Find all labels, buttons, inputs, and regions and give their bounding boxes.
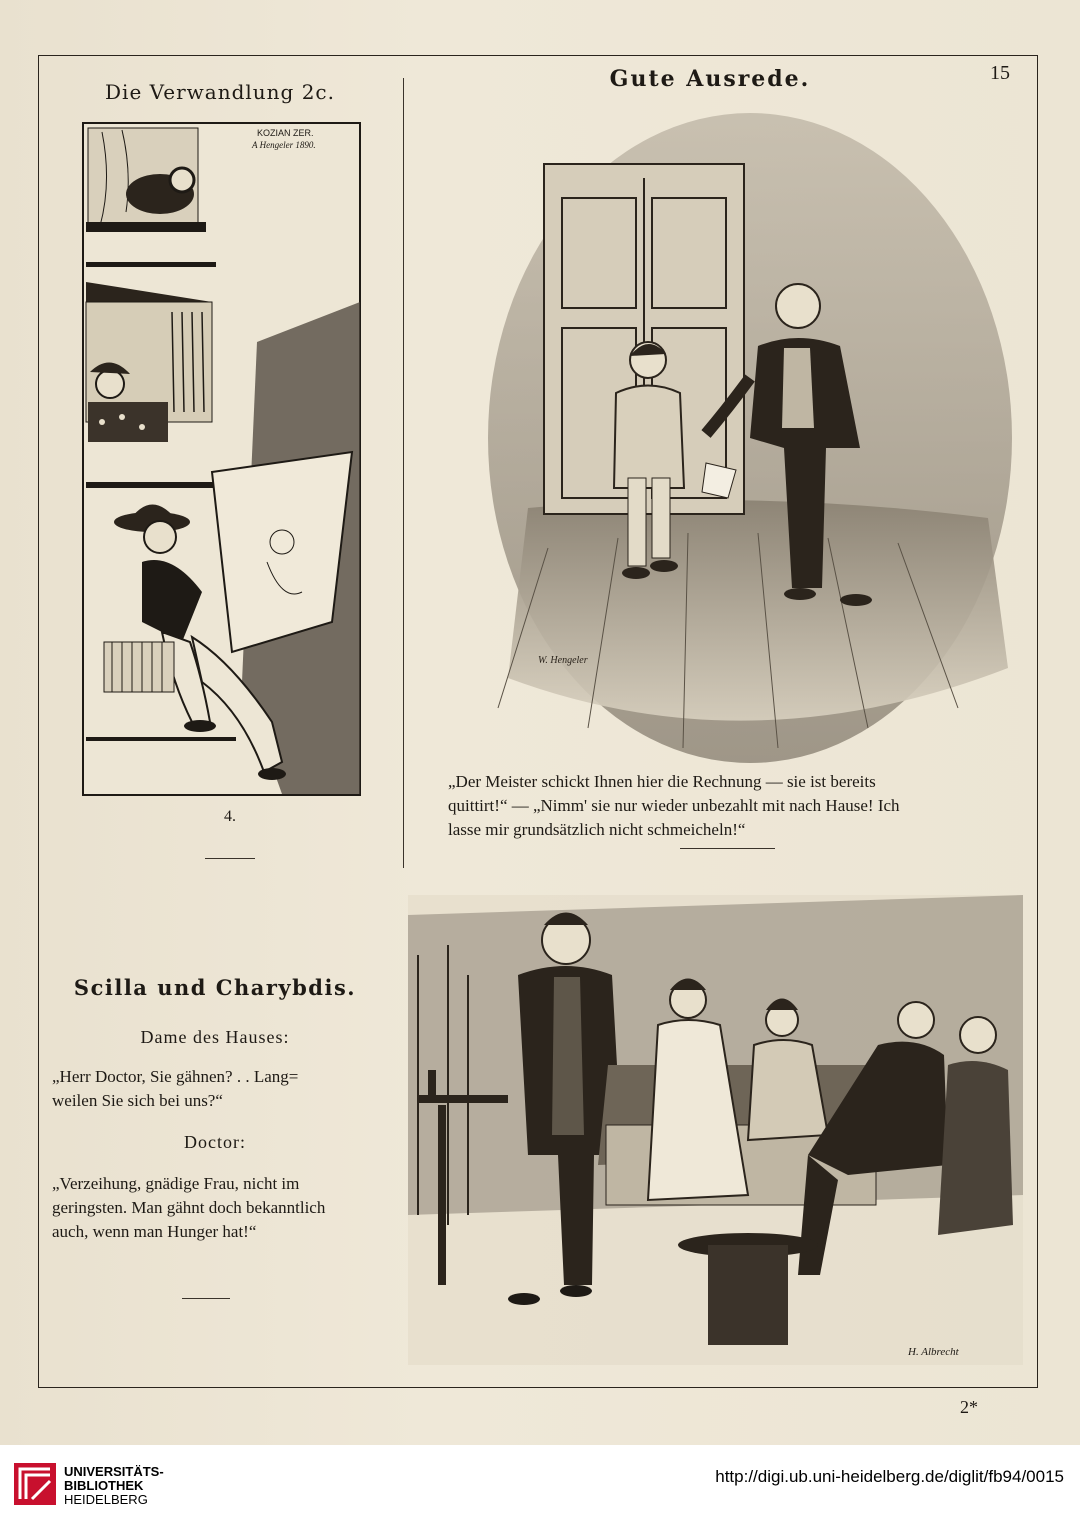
left-artist-signature-1: KOZIAN ZER. [257, 128, 314, 138]
speech-doctor [52, 1172, 362, 1244]
signature-mark: 2* [960, 1397, 978, 1417]
column-divider [403, 78, 404, 868]
speech-line: weilen Sie sich bei uns?“ [52, 1091, 223, 1110]
right-short-rule [680, 848, 775, 849]
speech-line: auch, wenn man Hunger hat!“ [52, 1222, 257, 1241]
caption-line: quittirt!“ — „Nimm' sie nur wieder unbezahlt mit nach Hause! Ich [448, 796, 900, 815]
left-short-rule [205, 858, 255, 859]
left-cartoon-title: Die Verwandlung 2c. [105, 80, 335, 104]
speaker-doctor: Doctor: [184, 1132, 246, 1152]
page-number: 15 [990, 62, 1010, 84]
library-name-line: BIBLIOTHEK [64, 1478, 144, 1493]
speech-line: „Verzeihung, gnädige Frau, nicht im [52, 1174, 300, 1193]
salon-illustration [408, 895, 1023, 1365]
left-artist-signature-2: A Hengeler 1890. [252, 140, 316, 150]
right-cartoon-caption [448, 770, 1008, 842]
speech-line: „Herr Doctor, Sie gähnen? . . Lang= [52, 1067, 299, 1086]
salon-artist-signature: H. Albrecht [908, 1346, 959, 1358]
library-footer-bar [0, 1445, 1080, 1527]
speech-line: geringsten. Man gähnt doch bekanntlich [52, 1198, 326, 1217]
scilla-short-rule [182, 1298, 230, 1299]
speaker-lady: Dame des Hauses: [140, 1027, 290, 1047]
left-cartoon-illustration [82, 122, 362, 797]
library-logo[interactable] [12, 1457, 164, 1515]
library-name-line: UNIVERSITÄTS- [64, 1464, 164, 1479]
speech-lady [52, 1065, 362, 1113]
caption-line: lasse mir grundsätzlich nicht schmeicheln!“ [448, 820, 746, 839]
scilla-title: Scilla und Charybdis. [73, 975, 357, 1000]
library-name [64, 1465, 164, 1507]
library-seal-icon [12, 1461, 58, 1507]
source-url-link[interactable]: http://digi.ub.uni-heidelberg.de/diglit/fb94/0015 [715, 1467, 1064, 1486]
left-panel-number: 4. [224, 808, 236, 825]
right-cartoon-title: Gute Ausrede. [609, 66, 811, 92]
svg-text:W. Hengeler: W. Hengeler [538, 655, 588, 666]
library-name-line: HEIDELBERG [64, 1492, 148, 1507]
right-cartoon-illustration [488, 108, 1013, 763]
caption-line: „Der Meister schickt Ihnen hier die Rechnung — sie ist bereits [448, 772, 876, 791]
